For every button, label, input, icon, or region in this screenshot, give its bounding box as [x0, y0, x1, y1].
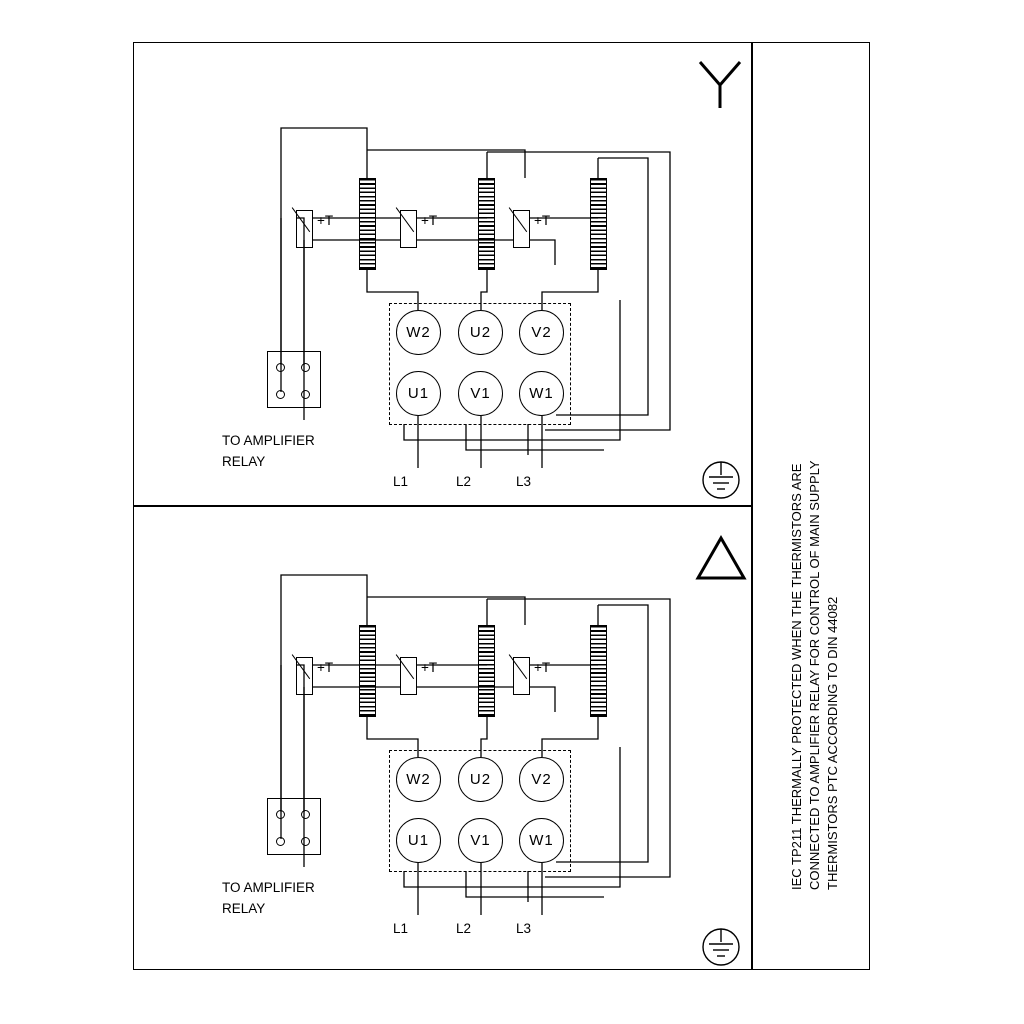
- terminal-U2-delta: U2: [458, 757, 503, 802]
- terminal-W2-delta: W2: [396, 757, 441, 802]
- terminal-V1: V1: [458, 371, 503, 416]
- phase-label-L3-delta: L3: [516, 921, 532, 936]
- thermistor-label-2-delta: +T: [421, 660, 438, 675]
- thermistor-label-2: +T: [421, 213, 438, 228]
- terminal-W1-delta: W1: [519, 818, 564, 863]
- phase-label-L2: L2: [456, 474, 472, 489]
- terminal-U1: U1: [396, 371, 441, 416]
- phase-label-L1: L1: [393, 474, 409, 489]
- terminal-V2: V2: [519, 310, 564, 355]
- note-line-2: CONNECTED TO AMPLIFIER RELAY FOR CONTROL OF MAIN SUPPLY: [807, 460, 822, 890]
- thermistor-label-3-delta: +T: [534, 660, 551, 675]
- amplifier-label-line-1: TO AMPLIFIER: [222, 433, 315, 448]
- terminal-W1: W1: [519, 371, 564, 416]
- thermistor-label-3: +T: [534, 213, 551, 228]
- phase-label-L2-delta: L2: [456, 921, 472, 936]
- phase-label-L3: L3: [516, 474, 532, 489]
- thermistor-label-1: +T: [317, 213, 334, 228]
- thermistor-label-1-delta: +T: [317, 660, 334, 675]
- terminal-V1-delta: V1: [458, 818, 503, 863]
- terminal-U1-delta: U1: [396, 818, 441, 863]
- note-line-3: THERMISTORS PTC ACCORDING TO DIN 44082: [825, 596, 840, 890]
- phase-label-L1-delta: L1: [393, 921, 409, 936]
- amplifier-label-line-1-delta: TO AMPLIFIER: [222, 880, 315, 895]
- terminal-U2: U2: [458, 310, 503, 355]
- amplifier-label-line-2-delta: RELAY: [222, 901, 266, 916]
- terminal-W2: W2: [396, 310, 441, 355]
- amplifier-label-line-2: RELAY: [222, 454, 266, 469]
- note-line-1: IEC TP211 THERMALLY PROTECTED WHEN THE THERMISTORS ARE: [789, 463, 804, 890]
- terminal-V2-delta: V2: [519, 757, 564, 802]
